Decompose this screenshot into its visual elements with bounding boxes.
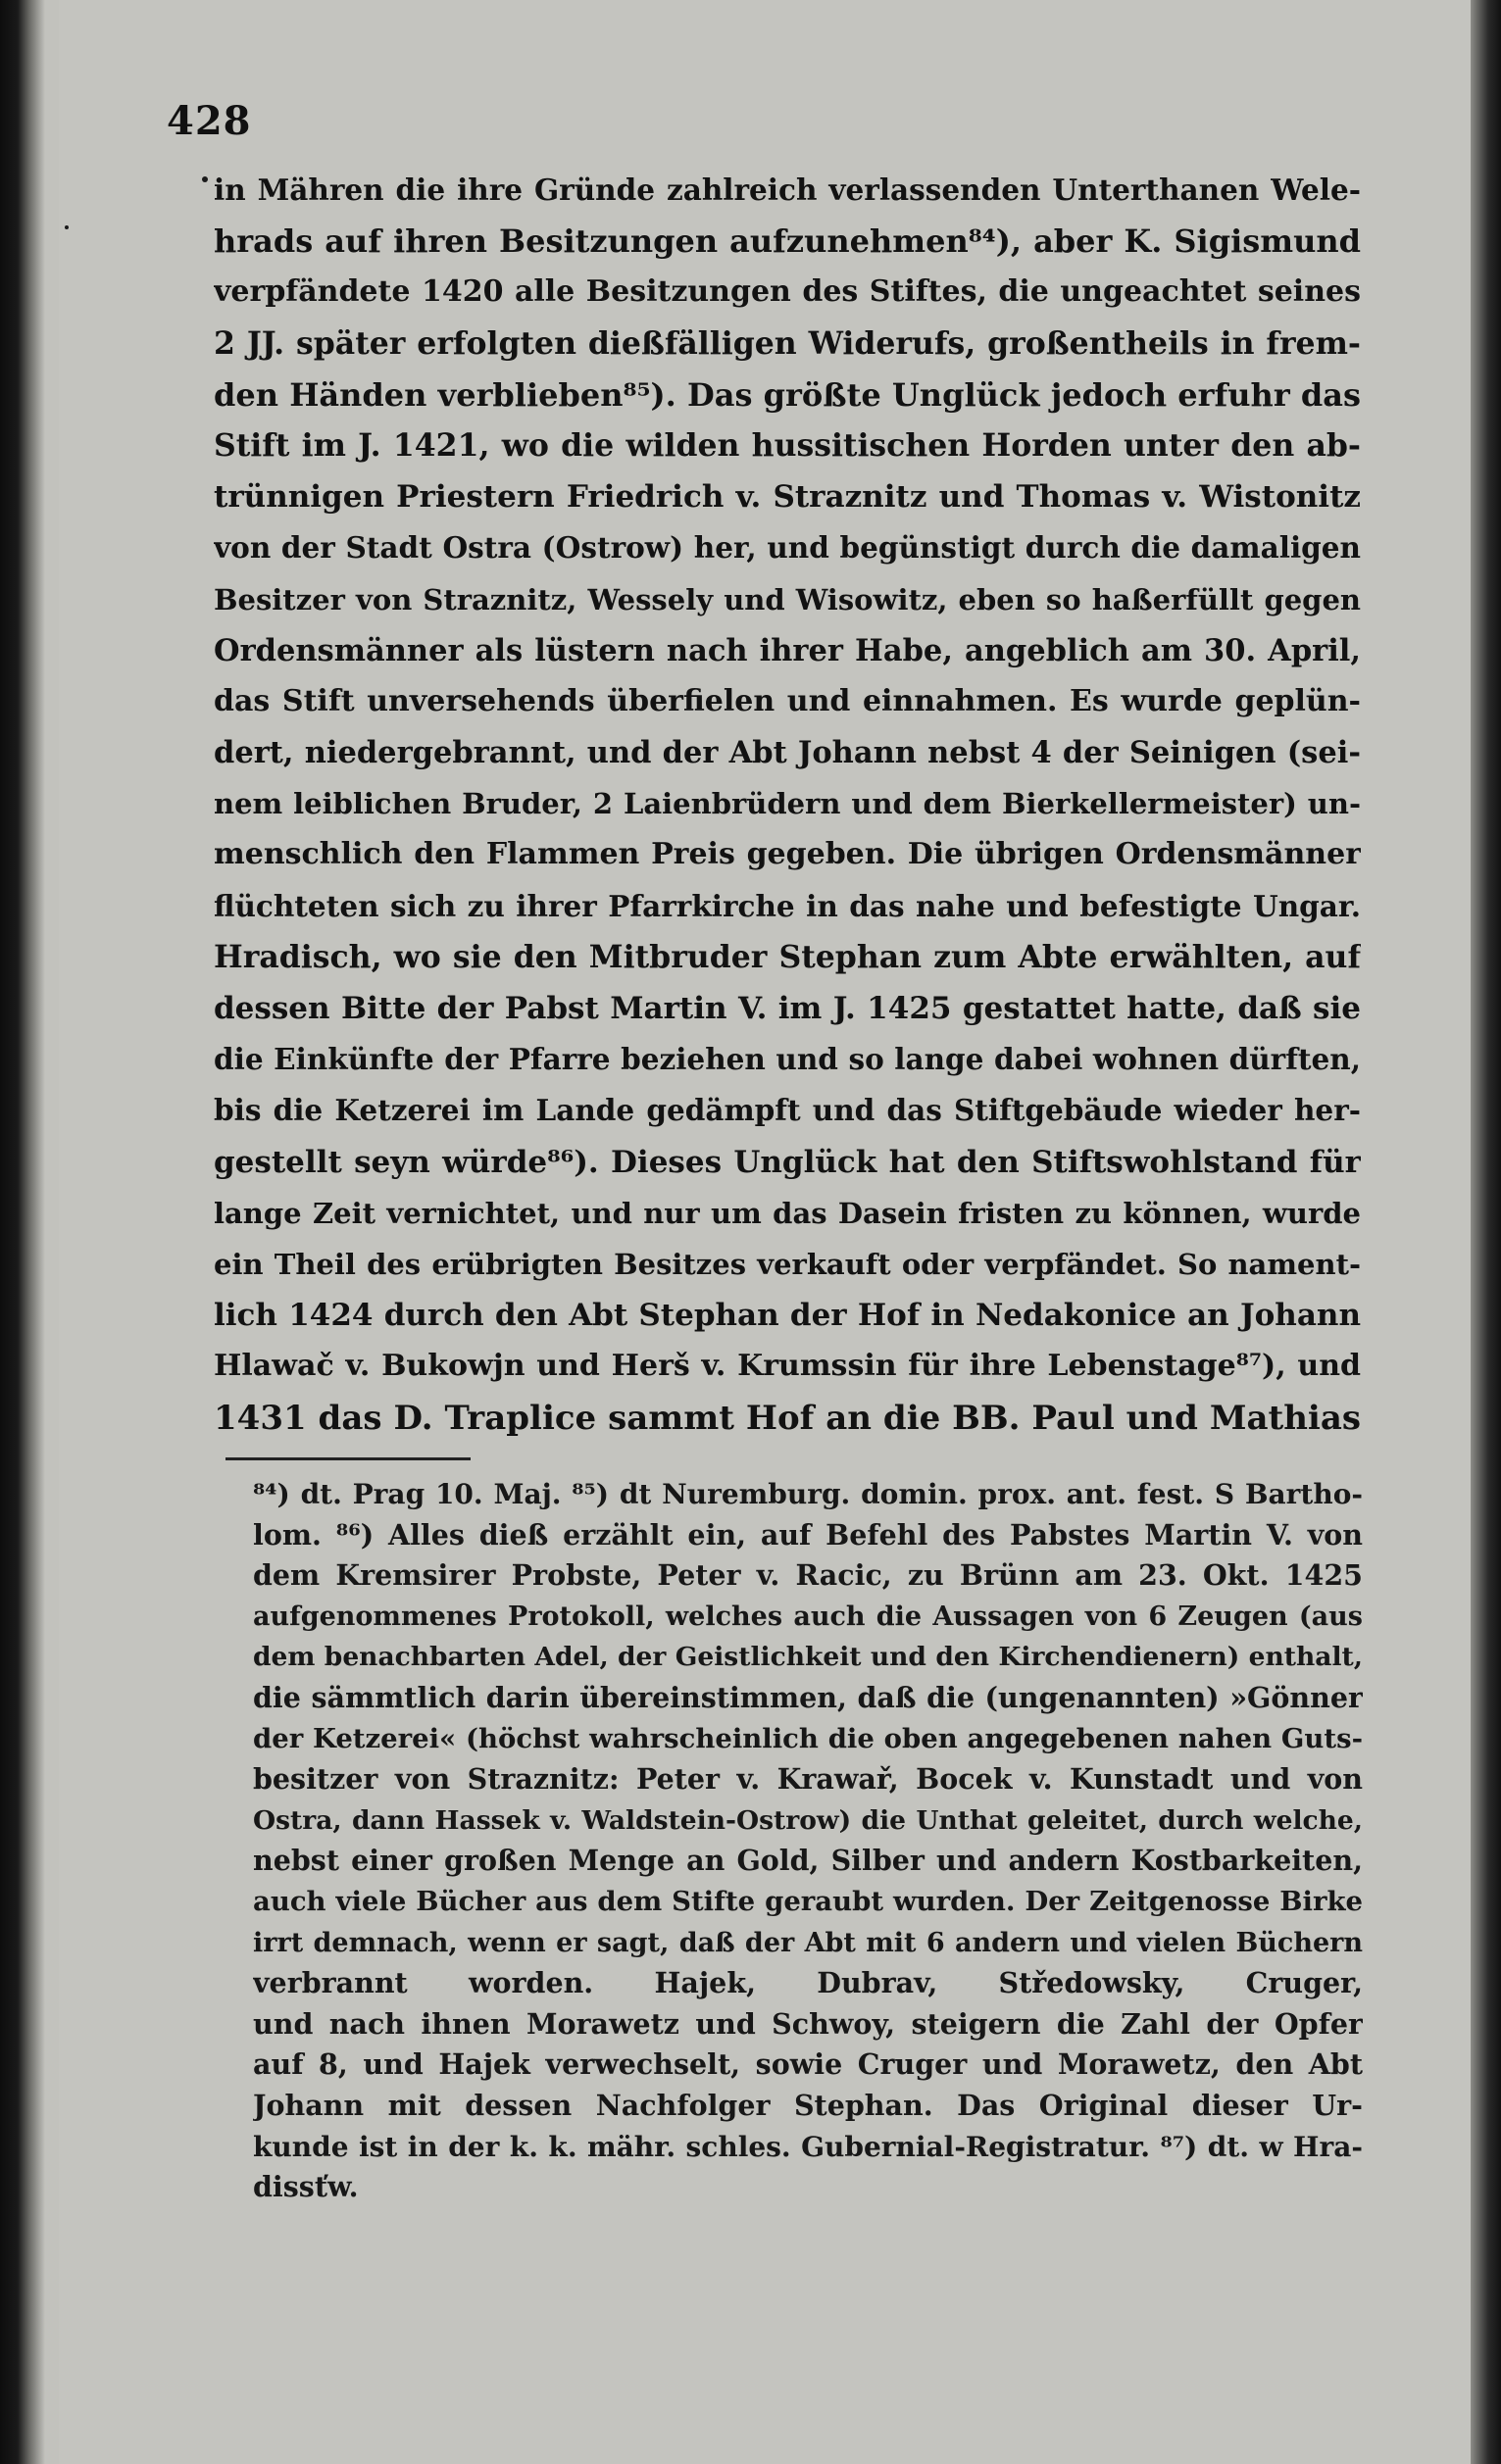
text-line: die Einkünfte der Pfarre beziehen und so lange dabei wohnen dürften, (214, 1042, 1361, 1077)
text-line: Stift im J. 1421, wo die wilden hussitischen Horden unter den ab- (214, 426, 1361, 464)
footnote-line: besitzer von Straznitz: Peter v. Krawař, Bocek v. Kunstadt und von (253, 1762, 1363, 1797)
footnotes (253, 1474, 1363, 2208)
text-line: bis die Ketzerei im Lande gedämpft und das Stiftgebäude wieder her- (214, 1093, 1361, 1128)
text-line: flüchteten sich zu ihrer Pfarrkirche in das nahe und befestigte Ungar. (214, 888, 1361, 923)
footnote-line: kunde ist in der k. k. mähr. schles. Gubernial-Registratur. ⁸⁷) dt. w Hra- (253, 2130, 1363, 2163)
text-line: dert, niedergebrannt, und der Abt Johann nebst 4 der Seinigen (sei- (214, 735, 1361, 771)
footnote-line: irrt demnach, wenn er sagt, daß der Abt mit 6 andern und vielen Büchern (253, 1927, 1363, 1958)
text-line: nem leiblichen Bruder, 2 Laienbrüdern und dem Bierkellermeister) un- (214, 787, 1361, 821)
footnote-line: die sämmtlich darin übereinstimmen, daß die (ungenannten) »Gönner (253, 1680, 1363, 1714)
footnote-line: der Ketzerei« (höchst wahrscheinlich die oben angegebenen nahen Guts- (253, 1722, 1363, 1754)
text-line: dessen Bitte der Pabst Martin V. im J. 1425 gestattet hatte, daß sie (214, 991, 1361, 1026)
footnote-line: aufgenommenes Protokoll, welches auch die Aussagen von 6 Zeugen (aus (253, 1601, 1363, 1632)
footnote-line: verbrannt worden. Hajek, Dubrav, Středowsky, Cruger, (253, 1966, 1363, 2000)
footnote-line: dissťw. (253, 2170, 359, 2204)
scan-speck (202, 176, 208, 182)
footnote-line: auch viele Bücher aus dem Stifte geraubt wurden. Der Zeitgenosse Birke (253, 1885, 1363, 1917)
text-line: lange Zeit vernichtet, und nur um das Dasein fristen zu können, wurde (214, 1196, 1361, 1230)
footnote-line: und nach ihnen Morawetz und Schwoy, steigern die Zahl der Opfer (253, 2006, 1363, 2041)
scan-speck (65, 225, 69, 229)
main-text (214, 165, 1361, 1444)
footnote-line: auf 8, und Hajek verwechselt, sowie Cruger und Morawetz, den Abt (253, 2047, 1363, 2082)
text-line: von der Stadt Ostra (Ostrow) her, und begünstigt durch die damaligen (214, 530, 1361, 566)
text-line: lich 1424 durch den Abt Stephan der Hof in Nedakonice an Johann (214, 1298, 1361, 1334)
text-line: hrads auf ihren Besitzungen aufzunehmen⁸⁴), aber K. Sigismund (214, 222, 1361, 261)
text-line: trünnigen Priestern Friedrich v. Straznitz und Thomas v. Wistonitz (214, 479, 1361, 516)
footnote-line: nebst einer großen Menge an Gold, Silber und andern Kostbarkeiten, (253, 1844, 1363, 1878)
footnote-line: lom. ⁸⁶) Alles dieß erzählt ein, auf Befehl des Pabstes Martin V. von (253, 1517, 1363, 1552)
text-line: menschlich den Flammen Preis gegeben. Die übrigen Ordensmänner (214, 837, 1361, 872)
text-line: 2 JJ. später erfolgten dießfälligen Widerufs, großentheils in frem- (214, 324, 1361, 362)
text-line: gestellt seyn würde⁸⁶). Dieses Unglück hat den Stiftswohlstand für (214, 1144, 1361, 1180)
footnote-line: Johann mit dessen Nachfolger Stephan. Das Original dieser Ur- (253, 2088, 1363, 2122)
footnote-separator (225, 1457, 471, 1460)
text-line: verpfändete 1420 alle Besitzungen des Stiftes, die ungeachtet seines (214, 274, 1361, 310)
text-line: Hlawač v. Bukowjn und Herš v. Krumssin für ihre Lebenstage⁸⁷), und (214, 1349, 1361, 1384)
footnote-line: ⁸⁴) dt. Prag 10. Maj. ⁸⁵) dt Nuremburg. domin. prox. ant. fest. S Bartho- (253, 1478, 1363, 1510)
text-line: Hradisch, wo sie den Mitbruder Stephan zum Abte erwählten, auf (214, 938, 1361, 975)
footnote-line: dem benachbarten Adel, der Geistlichkeit und den Kirchendienern) enthalt, (253, 1642, 1363, 1673)
text-line: das Stift unversehends überfielen und einnahmen. Es wurde geplün- (214, 683, 1361, 718)
text-line: Ordensmänner als lüstern nach ihrer Habe, angeblich am 30. April, (214, 632, 1361, 668)
text-line: den Händen verblieben⁸⁵). Das größte Unglück jedoch erfuhr das (214, 375, 1361, 414)
footnote-line: dem Kremsirer Probste, Peter v. Racic, zu Brünn am 23. Okt. 1425 (253, 1558, 1363, 1593)
text-line: 1431 das D. Traplice sammt Hof an die BB. Paul und Mathias (214, 1398, 1361, 1438)
text-line: Besitzer von Straznitz, Wessely und Wisowitz, eben so haßerfüllt gegen (214, 582, 1361, 616)
text-line: ein Theil des erübrigten Besitzes verkauft oder verpfändet. So nament- (214, 1247, 1361, 1281)
text-line: in Mähren die ihre Gründe zahlreich verlassenden Unterthanen Wele- (214, 172, 1361, 207)
page-number: 428 (167, 98, 252, 144)
footnote-line: Ostra, dann Hassek v. Waldstein-Ostrow) die Unthat geleitet, durch welche, (253, 1804, 1363, 1836)
